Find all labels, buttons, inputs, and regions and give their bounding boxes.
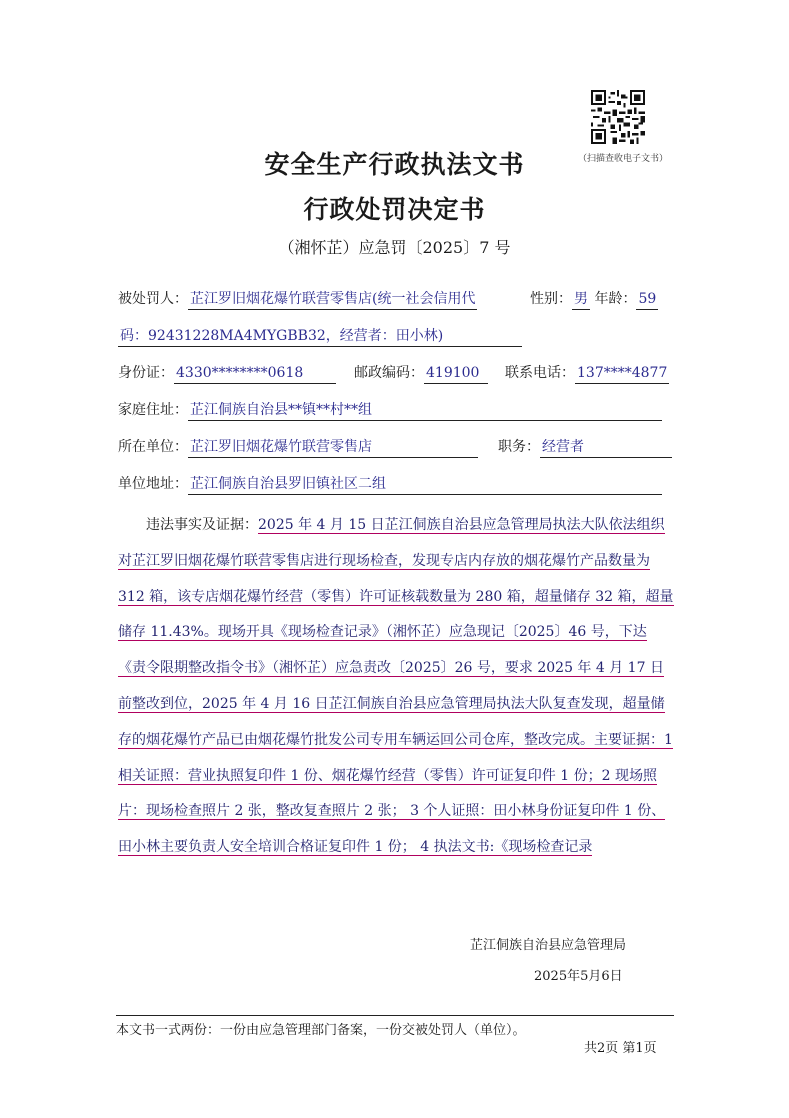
qr-code-icon xyxy=(591,90,645,144)
id-row xyxy=(118,363,336,384)
unit-address-label: 单位地址： xyxy=(118,476,188,492)
document-title: 安全生产行政执法文书 xyxy=(264,150,525,179)
employer-value: 芷江罗旧烟花爆竹联营零售店 xyxy=(188,437,478,458)
id-label: 身份证： xyxy=(118,365,174,381)
phone-label: 联系电话： xyxy=(505,365,575,381)
position-value: 经营者 xyxy=(540,437,672,458)
unit-address-value: 芷江侗族自治县罗旧镇社区二组 xyxy=(188,474,662,495)
id-value: 4330********0618 xyxy=(174,363,336,384)
employer-label: 所在单位： xyxy=(118,439,188,455)
gender-value: 男 xyxy=(572,289,590,310)
qr-caption: （扫描查收电子文书） xyxy=(578,154,669,164)
employer-row xyxy=(118,437,478,458)
home-label: 家庭住址： xyxy=(118,402,188,418)
age-value: 59 xyxy=(636,289,658,310)
phone-group xyxy=(505,363,669,384)
position-group xyxy=(498,437,672,458)
age-label: 年龄： xyxy=(594,291,637,307)
document-subtitle: 行政处罚决定书 xyxy=(303,195,486,224)
issue-date: 2025年5月6日 xyxy=(534,969,623,984)
gender-label: 性别： xyxy=(530,291,572,307)
facts-label: 违法事实及证据： xyxy=(146,517,258,533)
gender-age-group xyxy=(530,289,658,310)
issuing-authority: 芷江侗族自治县应急管理局 xyxy=(470,938,627,953)
footer-divider xyxy=(116,1015,674,1016)
penalized-value: 芷江罗旧烟花爆竹联营零售店(统一社会信用代 xyxy=(188,289,477,310)
postcode-value: 419100 xyxy=(424,363,488,384)
penalized-label: 被处罚人： xyxy=(118,291,188,307)
penalized-row xyxy=(118,289,477,310)
page-indicator: 共2页 第1页 xyxy=(584,1041,657,1056)
position-label: 职务： xyxy=(498,439,540,455)
facts-text: 2025 年 4 月 15 日芷江侗族自治县应急管理局执法大队依法组织对芷江罗旧烟花爆竹联营零售店进行现场检查，发现专店内存放的烟花爆竹产品数量为 312 箱，该专店烟花爆竹经营（零售）许可证核载数量为 280 箱，超量储存 32 箱，超量储存 11.43%。现场开具《现场检查记录》（湘怀芷）应急现记〔2025〕46 号，下达《责令限期整改指令书》（湘怀芷）应急责改〔2025〕26 号，要求 2025 年 4 月 17 日前整改到位，2025 年 4 月 16 日芷江侗族自治县应急管理局执法大队复查发现，超量储存的烟花爆竹产品已由烟花爆竹批发公司专用车辆运回公司仓库，整改完成。主要证据：1 相关证照：营业执照复印件 1 份、烟花爆竹经营（零售）许可证复印件 1 份；2 现场照片：现场检查照片 2 张，整改复查照片 2 张； 3 个人证照：田小林身份证复印件 1 份、田小林主要负责人安全培训合格证复印件 1 份； 4 执法文书:《现场检查记录 xyxy=(118,517,674,856)
document-number: （湘怀芷）应急罚〔2025〕7 号 xyxy=(278,238,511,257)
phone-value: 137****4877 xyxy=(575,363,669,384)
postcode-label: 邮政编码： xyxy=(354,365,424,381)
facts-paragraph xyxy=(118,508,674,866)
penalized-row-continued xyxy=(118,326,522,347)
unit-address-row xyxy=(118,474,662,495)
home-value: 芷江侗族自治县**镇**村**组 xyxy=(188,400,662,421)
footer-note: 本文书一式两份：一份由应急管理部门备案，一份交被处罚人（单位）。 xyxy=(116,1023,526,1038)
postcode-group xyxy=(354,363,488,384)
home-row xyxy=(118,400,662,421)
penalized-value-continued: 码：92431228MA4MYGBB32，经营者：田小林) xyxy=(118,326,522,347)
